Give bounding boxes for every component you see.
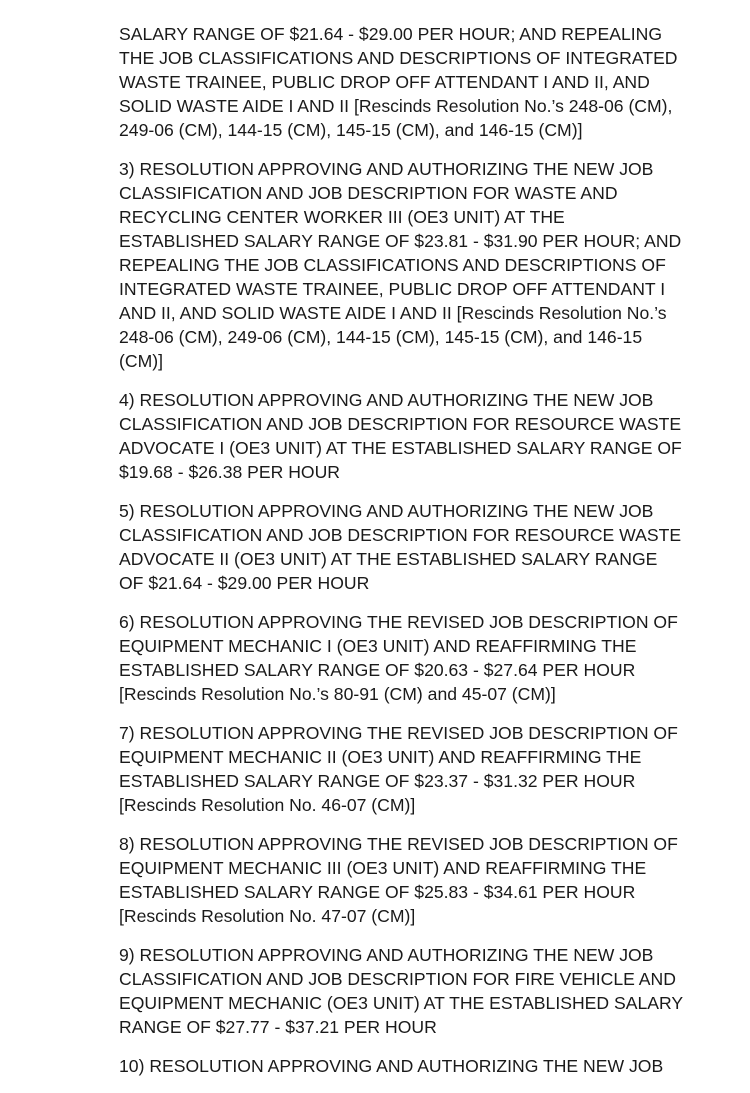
text-line: 5) RESOLUTION APPROVING AND AUTHORIZING THE NEW JOB (119, 501, 654, 521)
paragraph-item-5 (119, 499, 719, 595)
text-line: $19.68 - $26.38 PER HOUR (119, 462, 341, 482)
paragraph-item-10 (119, 1054, 719, 1078)
text-line: 248-06 (CM), 249-06 (CM), 144-15 (CM), 145-15 (CM), and 146-15 (119, 327, 643, 347)
text-line: AND II, AND SOLID WASTE AIDE I AND II [Rescinds Resolution No.’s (119, 303, 667, 323)
text-line: 249-06 (CM), 144-15 (CM), 145-15 (CM), and 146-15 (CM)] (119, 120, 583, 140)
text-line: 10) RESOLUTION APPROVING AND AUTHORIZING THE NEW JOB (119, 1056, 664, 1076)
text-line: ADVOCATE I (OE3 UNIT) AT THE ESTABLISHED SALARY RANGE OF (119, 438, 682, 458)
text-line: ESTABLISHED SALARY RANGE OF $23.37 - $31.32 PER HOUR (119, 771, 636, 791)
text-line: ADVOCATE II (OE3 UNIT) AT THE ESTABLISHED SALARY RANGE (119, 549, 658, 569)
text-line: EQUIPMENT MECHANIC I (OE3 UNIT) AND REAFFIRMING THE (119, 636, 637, 656)
text-line: 9) RESOLUTION APPROVING AND AUTHORIZING THE NEW JOB (119, 945, 654, 965)
text-line: EQUIPMENT MECHANIC II (OE3 UNIT) AND REAFFIRMING THE (119, 747, 642, 767)
paragraph-continued-item-2 (119, 22, 719, 142)
text-line: CLASSIFICATION AND JOB DESCRIPTION FOR WASTE AND (119, 183, 618, 203)
text-line: 4) RESOLUTION APPROVING AND AUTHORIZING THE NEW JOB (119, 390, 654, 410)
text-line: [Rescinds Resolution No. 46-07 (CM)] (119, 795, 416, 815)
text-line: ESTABLISHED SALARY RANGE OF $20.63 - $27.64 PER HOUR (119, 660, 636, 680)
text-line: RANGE OF $27.77 - $37.21 PER HOUR (119, 1017, 437, 1037)
paragraph-item-7 (119, 721, 719, 817)
paragraph-item-3 (119, 157, 719, 373)
text-line: WASTE TRAINEE, PUBLIC DROP OFF ATTENDANT I AND II, AND (119, 72, 650, 92)
text-line: SALARY RANGE OF $21.64 - $29.00 PER HOUR; AND REPEALING (119, 24, 663, 44)
text-line: EQUIPMENT MECHANIC III (OE3 UNIT) AND REAFFIRMING THE (119, 858, 647, 878)
text-line: 6) RESOLUTION APPROVING THE REVISED JOB DESCRIPTION OF (119, 612, 678, 632)
document-body (119, 22, 719, 1093)
text-line: [Rescinds Resolution No. 47-07 (CM)] (119, 906, 416, 926)
text-line: RECYCLING CENTER WORKER III (OE3 UNIT) AT THE (119, 207, 565, 227)
text-line: 8) RESOLUTION APPROVING THE REVISED JOB DESCRIPTION OF (119, 834, 678, 854)
text-line: (CM)] (119, 351, 163, 371)
paragraph-item-6 (119, 610, 719, 706)
text-line: CLASSIFICATION AND JOB DESCRIPTION FOR RESOURCE WASTE (119, 525, 682, 545)
paragraph-item-8 (119, 832, 719, 928)
text-line: ESTABLISHED SALARY RANGE OF $23.81 - $31.90 PER HOUR; AND (119, 231, 682, 251)
text-line: THE JOB CLASSIFICATIONS AND DESCRIPTIONS OF INTEGRATED (119, 48, 678, 68)
text-line: [Rescinds Resolution No.’s 80-91 (CM) and 45-07 (CM)] (119, 684, 556, 704)
text-line: INTEGRATED WASTE TRAINEE, PUBLIC DROP OFF ATTENDANT I (119, 279, 666, 299)
text-line: CLASSIFICATION AND JOB DESCRIPTION FOR FIRE VEHICLE AND (119, 969, 676, 989)
paragraph-item-9 (119, 943, 719, 1039)
text-line: 7) RESOLUTION APPROVING THE REVISED JOB DESCRIPTION OF (119, 723, 678, 743)
text-line: ESTABLISHED SALARY RANGE OF $25.83 - $34.61 PER HOUR (119, 882, 636, 902)
text-line: OF $21.64 - $29.00 PER HOUR (119, 573, 370, 593)
paragraph-item-4 (119, 388, 719, 484)
text-line: SOLID WASTE AIDE I AND II [Rescinds Resolution No.’s 248-06 (CM), (119, 96, 673, 116)
text-line: 3) RESOLUTION APPROVING AND AUTHORIZING THE NEW JOB (119, 159, 654, 179)
text-line: REPEALING THE JOB CLASSIFICATIONS AND DESCRIPTIONS OF (119, 255, 666, 275)
text-line: CLASSIFICATION AND JOB DESCRIPTION FOR RESOURCE WASTE (119, 414, 682, 434)
text-line: EQUIPMENT MECHANIC (OE3 UNIT) AT THE ESTABLISHED SALARY (119, 993, 684, 1013)
